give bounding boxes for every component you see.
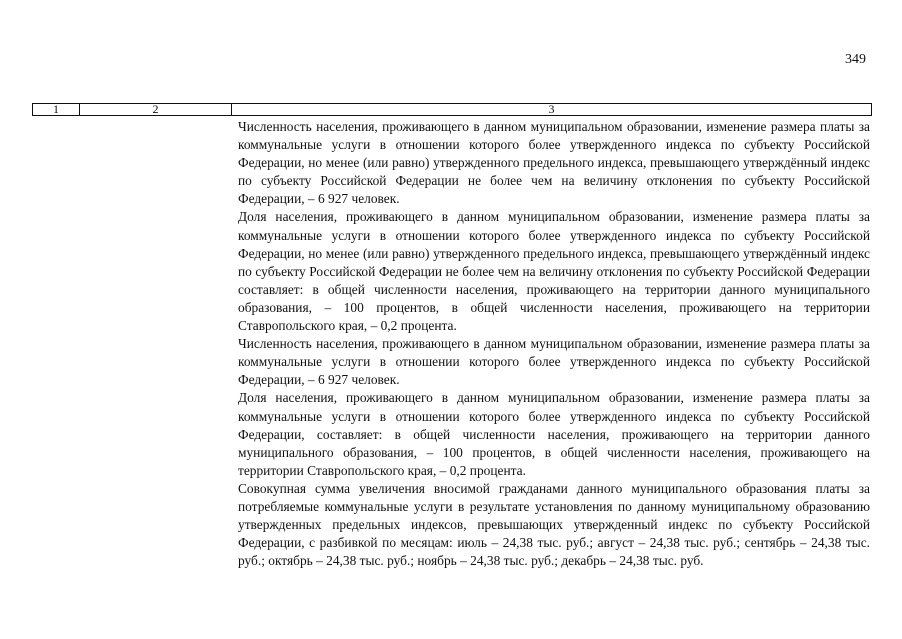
table-cell-text <box>238 118 870 570</box>
table-column-header <box>32 103 872 116</box>
column-number-1: 1 <box>33 104 80 115</box>
column-number-2: 2 <box>80 104 232 115</box>
page-number: 349 <box>845 52 866 67</box>
paragraph-population-count-above-index: Численность населения, проживающего в данном муниципальном образовании, изменение размера платы за коммунальные услуги в отношении которого более утвержденного индекса по субъекту Российской Федерации, – 6 927 человек. <box>238 336 870 388</box>
paragraph-population-share: Доля населения, проживающего в данном муниципальном образовании, изменение размера платы за коммунальные услуги в отношении которого более утвержденного индекса по субъекту Российской Федерации, но менее (или равно) утвержденного предельного индекса, превышающего утверждённый индекс по субъекту Российской Федерации не более чем на величину отклонения по субъекту Российской Федерации составляет: в общей численности населения, проживающего на территории данного муниципального образования, – 100 процентов, в общей численности населения, проживающего на территории Ставропольского края, – 0,2 процента. <box>238 209 870 334</box>
column-number-3: 3 <box>548 102 555 116</box>
paragraph-total-payment-increase: Совокупная сумма увеличения вносимой гражданами данного муниципального образования платы за потребляемые коммунальные услуги в результате установления по данному муниципальному образованию утвержденных предельных индексов, превышающих утвержденный индекс по субъекту Российской Федерации, с разбивкой по месяцам: июль – 24,38 тыс. руб.; август – 24,38 тыс. руб.; сентябрь – 24,38 тыс. руб.; октябрь – 24,38 тыс. руб.; ноябрь – 24,38 тыс. руб.; декабрь – 24,38 тыс. руб. <box>238 480 870 569</box>
paragraph-population-count: Численность населения, проживающего в данном муниципальном образовании, изменение размера платы за коммунальные услуги в отношении которого более утвержденного индекса по субъекту Российской Федерации, но менее (или равно) утвержденного предельного индекса, превышающего утверждённый индекс по субъекту Российской Федерации не более чем на величину отклонения по субъекту Российской Федерации, – 6 927 человек. <box>238 119 870 207</box>
paragraph-population-share-above-index: Доля населения, проживающего в данном муниципальном образовании, изменение размера платы за коммунальные услуги в отношении которого более утвержденного индекса по субъекту Российской Федерации, составляет: в общей численности населения, проживающего на территории данного муниципального образования, – 100 процентов, в общей численности населения, проживающего на территории Ставропольского края, – 0,2 процента. <box>238 390 870 478</box>
